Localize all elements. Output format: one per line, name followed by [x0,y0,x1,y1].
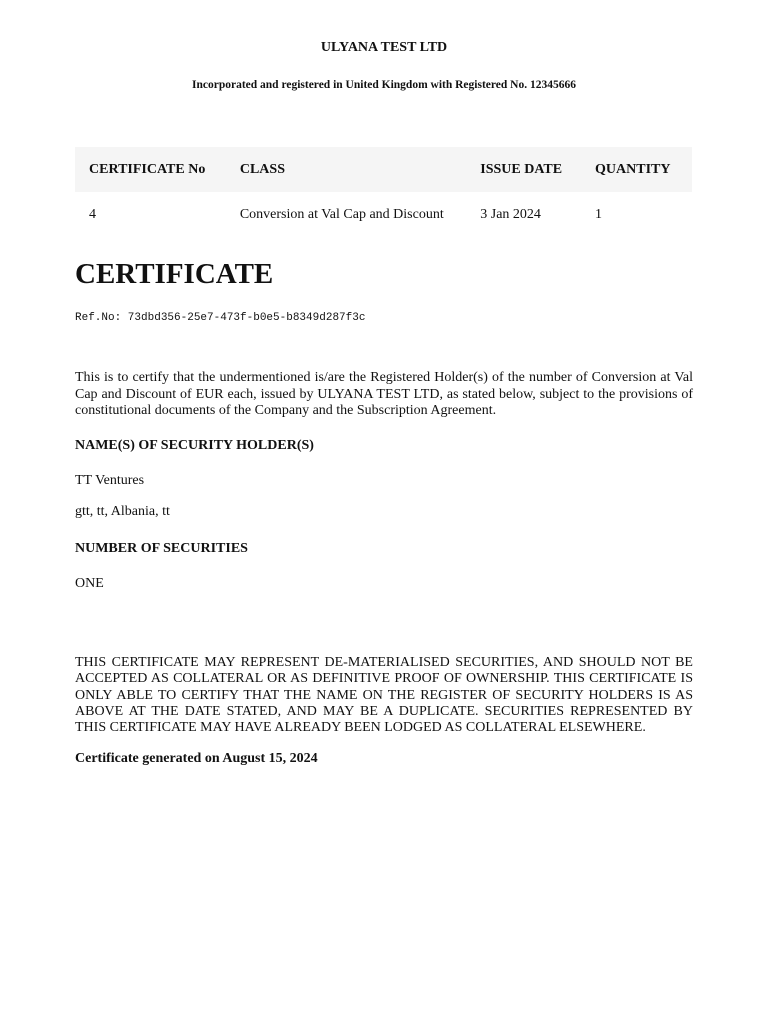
number-of-securities-heading: NUMBER OF SECURITIES [75,541,248,556]
company-name: ULYANA TEST LTD [320,40,448,55]
certificate-title: CERTIFICATE [75,258,274,290]
cell-class: Conversion at Val Cap and Discount [239,206,444,222]
cell-quantity: 1 [595,206,603,222]
table-header-row [75,147,692,192]
column-header-certificate-no: CERTIFICATE No [89,161,206,177]
security-holders-heading: NAME(S) OF SECURITY HOLDER(S) [75,438,314,453]
certificate-details-table [75,147,692,237]
reference-number: Ref.No: 73dbd356-25e7-473f-b0e5-b8349d287f3c [75,312,366,324]
table-row [75,192,692,237]
holder-address: gtt, tt, Albania, tt [75,504,170,519]
company-registration: Incorporated and registered in United Kingdom with Registered No. 12345666 [192,79,576,91]
column-header-class: CLASS [239,161,285,177]
column-header-issue-date: ISSUE DATE [480,161,563,177]
generated-date: Certificate generated on August 15, 2024 [75,751,318,766]
disclaimer-text: THIS CERTIFICATE MAY REPRESENT DE-MATERIALISED SECURITIES, AND SHOULD NOT BE ACCEPTED AS COLLATERAL OR AS DEFINITIVE PROOF OF OWNERSHIP. THIS CERTIFICATE IS ONLY ABLE TO CERTIFY THAT THE NAME ON THE REGISTER OF SECURITY HOLDERS IS AS ABOVE AT THE DATE STATED, AND MAY BE A DUPLICATE. SECURITIES REPRESENTED BY THIS CERTIFICATE MAY HAVE ALREADY BEEN LODGED AS COLLATERAL ELSEWHERE. [75,655,693,736]
cell-certificate-no: 4 [89,206,96,222]
holder-name: TT Ventures [75,473,145,488]
number-of-securities-value: ONE [75,576,104,591]
column-header-quantity: QUANTITY [595,161,671,177]
cell-issue-date: 3 Jan 2024 [480,206,541,222]
certification-statement: This is to certify that the undermentioned is/are the Registered Holder(s) of the number of Conversion at Val Cap and Discount of EUR each, issued by ULYANA TEST LTD, as stated below, subject to the provisions of constitutional documents of the Company and the Subscription Agreement. [75,370,693,418]
